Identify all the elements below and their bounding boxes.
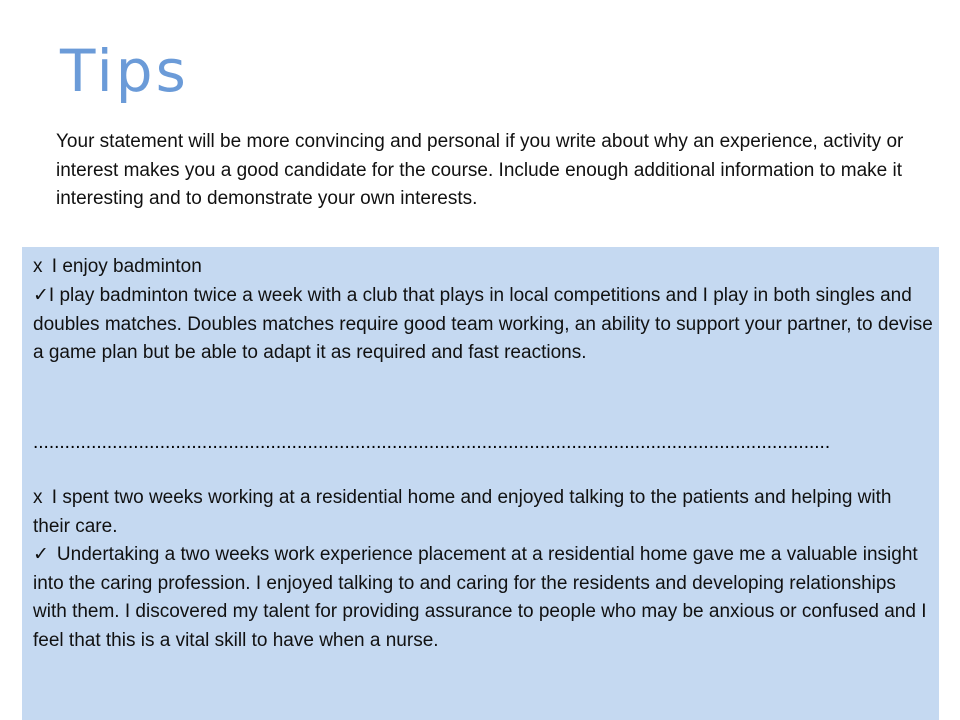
separator-dots: ....................................................................................................................................................... bbox=[33, 432, 831, 453]
good-example-2 bbox=[33, 541, 933, 655]
bad-example-2 bbox=[33, 484, 933, 541]
check-icon: ✓ bbox=[33, 285, 49, 306]
intro-paragraph: Your statement will be more convincing and personal if you write about why an experience, activity or interest makes you a good candidate for the course. Include enough additional information to make it interesting and to demonstrate your own interests. bbox=[56, 131, 904, 209]
bad-example-text: I enjoy badminton bbox=[51, 256, 202, 277]
cross-icon: x bbox=[33, 487, 43, 508]
examples-panel bbox=[22, 247, 939, 720]
check-icon: ✓ bbox=[33, 544, 49, 565]
bad-example-1 bbox=[33, 253, 933, 282]
bad-example-text: I spent two weeks working at a residential home and enjoyed talking to the patients and helping with their care. bbox=[33, 487, 892, 537]
good-example-1 bbox=[33, 282, 933, 368]
cross-icon: x bbox=[33, 256, 43, 277]
good-example-text: I play badminton twice a week with a club that plays in local competitions and I play in both singles and doubles matches. Doubles matches require good team working, an ability to support your partner, to devise a game plan but be able to adapt it as required and fast reactions. bbox=[33, 285, 933, 363]
good-example-text: Undertaking a two weeks work experience placement at a residential home gave me a valuable insight into the caring profession. I enjoyed talking to and caring for the residents and developing relationships with them. I discovered my talent for providing assurance to people who may be anxious or confused and I feel that this is a vital skill to have when a nurse. bbox=[33, 544, 927, 651]
page-title: Tips bbox=[60, 37, 189, 105]
